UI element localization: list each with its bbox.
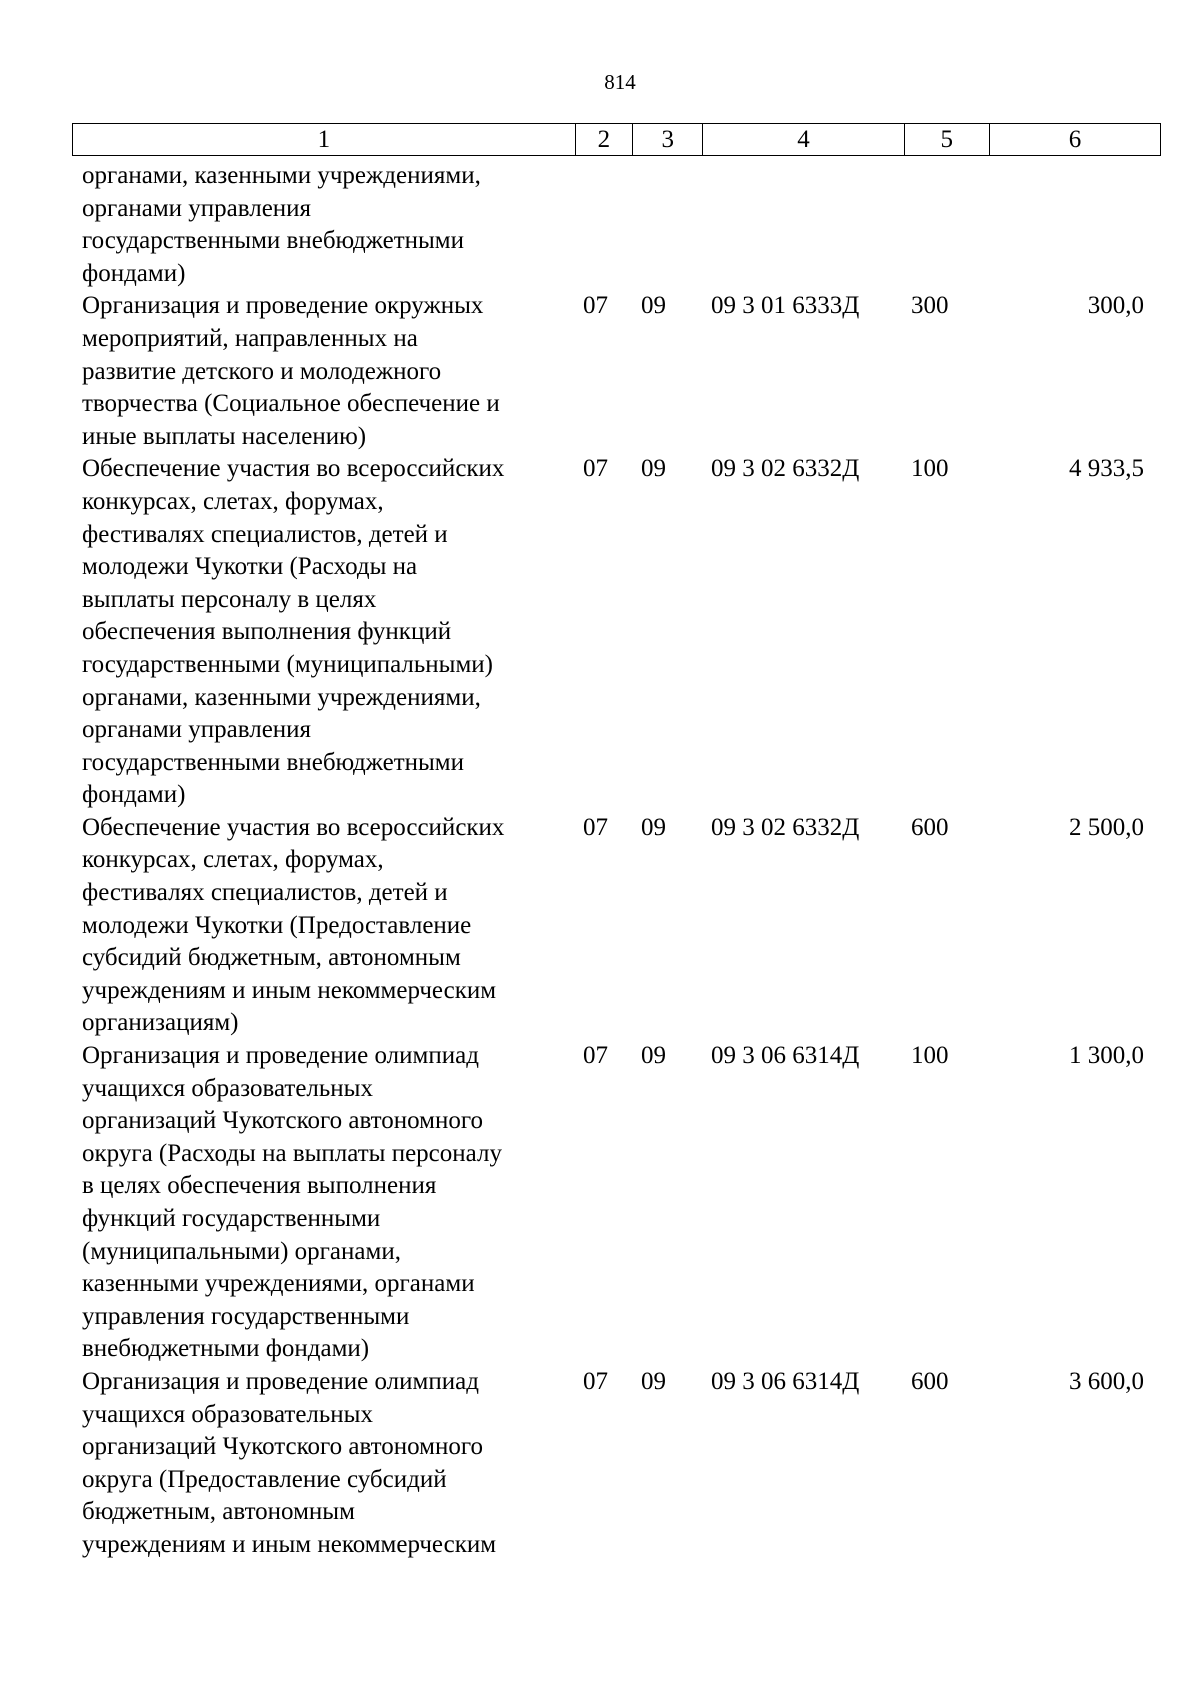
subsection-code xyxy=(629,160,699,290)
description-line: конкурсах, слетах, форумах, xyxy=(82,846,384,874)
description-line: фестивалях специалистов, детей и xyxy=(82,520,448,548)
column-header-1: 1 xyxy=(73,124,576,156)
description-line: в целях обеспечения выполнения xyxy=(82,1172,437,1200)
amount xyxy=(984,160,1154,290)
column-header-4: 4 xyxy=(703,124,904,156)
section-code: 07 xyxy=(583,813,608,841)
description-line: Организация и проведение олимпиад xyxy=(82,1367,479,1395)
column-header-row xyxy=(72,123,1161,156)
amount: 2 500,0 xyxy=(1069,813,1144,841)
table-row xyxy=(72,1366,1161,1562)
table-row xyxy=(72,160,1161,290)
row-description xyxy=(72,160,572,290)
description-line: организаций Чукотского автономного xyxy=(82,1107,483,1135)
amount: 4 933,5 xyxy=(1069,455,1144,483)
page-number: 814 xyxy=(604,70,636,94)
table-row xyxy=(72,290,1161,453)
description-line: мероприятий, направленных на xyxy=(82,324,418,352)
row-description xyxy=(72,1366,572,1562)
target-article-code xyxy=(699,160,899,290)
description-line: Организация и проведение окружных xyxy=(82,292,484,320)
description-line: учащихся образовательных xyxy=(82,1400,373,1428)
description-line: организаций Чукотского автономного xyxy=(82,1433,483,1461)
column-header-6: 6 xyxy=(990,124,1161,156)
description-line: государственными (муниципальными) xyxy=(82,650,493,678)
expense-type-code: 100 xyxy=(911,1042,949,1070)
description-line: творчества (Социальное обеспечение и xyxy=(82,390,500,418)
description-line: молодежи Чукотки (Расходы на xyxy=(82,553,418,581)
subsection-code: 09 xyxy=(641,813,666,841)
row-description xyxy=(72,290,572,453)
expense-type-code xyxy=(899,160,984,290)
row-description xyxy=(72,812,572,1040)
description-line: казенными учреждениями, органами xyxy=(82,1270,475,1298)
description-line: молодежи Чукотки (Предоставление xyxy=(82,911,472,939)
section-code: 07 xyxy=(583,1042,608,1070)
description-line: округа (Предоставление субсидий xyxy=(82,1465,447,1493)
section-code xyxy=(572,160,629,290)
amount: 300,0 xyxy=(1087,292,1144,320)
description-line: функций государственными xyxy=(82,1205,381,1232)
description-line: Организация и проведение олимпиад xyxy=(82,1042,479,1070)
target-article-code: 09 3 06 6314Д xyxy=(711,1042,860,1070)
description-line: Обеспечение участия во всероссийских xyxy=(82,455,505,483)
description-line: органами управления xyxy=(82,716,312,744)
description-line: фондами) xyxy=(82,781,186,809)
description-line: конкурсах, слетах, форумах, xyxy=(82,487,384,515)
table-row xyxy=(72,1040,1161,1366)
section-code: 07 xyxy=(583,292,608,320)
expense-type-code: 600 xyxy=(911,813,949,841)
column-header-5: 5 xyxy=(904,124,989,156)
budget-table-body xyxy=(72,160,1161,1562)
row-description xyxy=(72,1040,572,1366)
section-code: 07 xyxy=(583,1367,608,1395)
description-line: обеспечения выполнения функций xyxy=(82,618,452,646)
subsection-code: 09 xyxy=(641,1367,666,1395)
column-header-2: 2 xyxy=(575,124,632,156)
description-line: учреждениям и иным некоммерческим xyxy=(82,1530,497,1558)
target-article-code: 09 3 06 6314Д xyxy=(711,1367,860,1395)
description-line: (муниципальными) органами, xyxy=(82,1237,401,1265)
description-line: бюджетным, автономным xyxy=(82,1498,355,1526)
expense-type-code: 600 xyxy=(911,1367,949,1395)
subsection-code: 09 xyxy=(641,455,666,483)
description-line: фестивалях специалистов, детей и xyxy=(82,879,448,907)
description-line: развитие детского и молодежного xyxy=(82,357,442,385)
target-article-code: 09 3 02 6332Д xyxy=(711,455,860,483)
amount: 1 300,0 xyxy=(1069,1042,1144,1070)
description-line: Обеспечение участия во всероссийских xyxy=(82,813,505,841)
table-row xyxy=(72,812,1161,1040)
description-line: иные выплаты населению) xyxy=(82,422,367,450)
description-line: выплаты персоналу в целях xyxy=(82,585,377,613)
description-line: учащихся образовательных xyxy=(82,1074,373,1102)
subsection-code: 09 xyxy=(641,292,666,320)
expense-type-code: 300 xyxy=(911,292,949,320)
target-article-code: 09 3 01 6333Д xyxy=(711,292,860,320)
expense-type-code: 100 xyxy=(911,455,949,483)
description-line: субсидий бюджетным, автономным xyxy=(82,944,461,972)
description-line: государственными внебюджетными xyxy=(82,748,465,776)
description-line: государственными внебюджетными xyxy=(82,227,465,255)
description-line: внебюджетными фондами) xyxy=(82,1335,370,1363)
column-header-3: 3 xyxy=(633,124,703,156)
description-line: округа (Расходы на выплаты персоналу xyxy=(82,1139,502,1167)
amount: 3 600,0 xyxy=(1069,1367,1144,1395)
description-line: управления государственными xyxy=(82,1302,410,1330)
section-code: 07 xyxy=(583,455,608,483)
description-line: органами, казенными учреждениями, xyxy=(82,162,481,189)
table-row xyxy=(72,453,1161,812)
row-description xyxy=(72,453,572,812)
description-line: органами управления xyxy=(82,194,312,222)
subsection-code: 09 xyxy=(641,1042,666,1070)
description-line: органами, казенными учреждениями, xyxy=(82,683,481,711)
description-line: организациям) xyxy=(82,1009,239,1037)
description-line: учреждениям и иным некоммерческим xyxy=(82,976,497,1004)
target-article-code: 09 3 02 6332Д xyxy=(711,813,860,841)
description-line: фондами) xyxy=(82,259,186,287)
